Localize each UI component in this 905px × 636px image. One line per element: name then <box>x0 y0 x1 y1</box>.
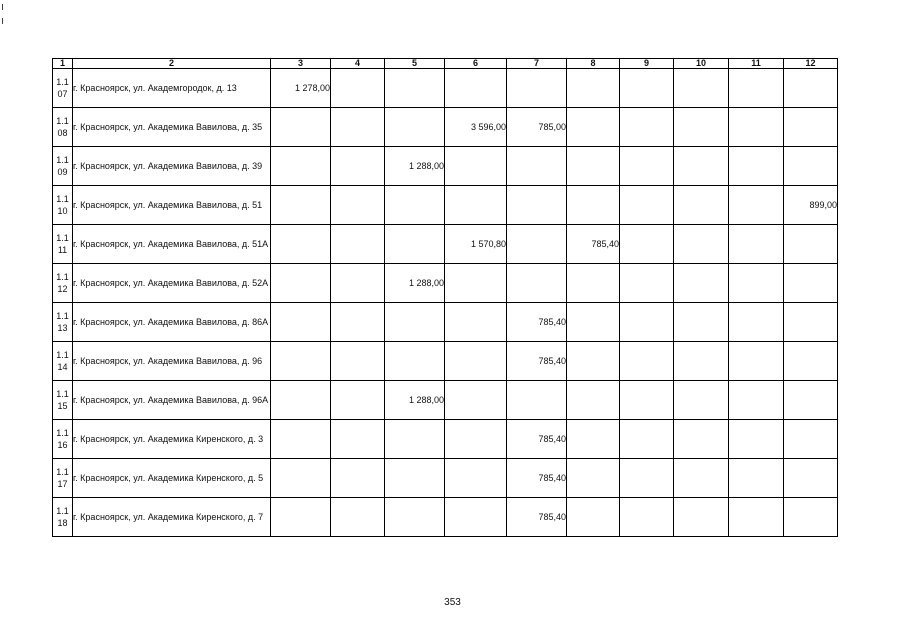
value-cell-col-10 <box>674 147 729 186</box>
table-row <box>53 108 838 147</box>
address-cell: г. Красноярск, ул. Академгородок, д. 13 <box>73 69 271 108</box>
value-cell-col-7 <box>507 147 567 186</box>
value-cell-col-7 <box>507 186 567 225</box>
value-cell-col-9 <box>620 420 674 459</box>
value-cell-col-12 <box>784 498 838 537</box>
table-row <box>53 186 838 225</box>
value-cell-col-5: 1 288,00 <box>385 381 445 420</box>
value-cell-col-9 <box>620 264 674 303</box>
value-cell-col-8 <box>567 186 620 225</box>
value-cell-col-6 <box>445 303 507 342</box>
column-header-4: 4 <box>331 59 385 69</box>
value-cell-col-9 <box>620 186 674 225</box>
row-number-cell: 1.1 12 <box>53 264 73 303</box>
value-cell-col-8 <box>567 303 620 342</box>
value-cell-col-5 <box>385 459 445 498</box>
value-cell-col-5 <box>385 498 445 537</box>
column-header-11: 11 <box>729 59 784 69</box>
row-number-cell: 1.1 09 <box>53 147 73 186</box>
value-cell-col-9 <box>620 498 674 537</box>
column-header-2: 2 <box>73 59 271 69</box>
value-cell-col-8 <box>567 108 620 147</box>
value-cell-col-3 <box>271 381 331 420</box>
value-cell-col-7 <box>507 69 567 108</box>
value-cell-col-6 <box>445 186 507 225</box>
value-cell-col-8 <box>567 264 620 303</box>
row-number-cell: 1.1 18 <box>53 498 73 537</box>
value-cell-col-11 <box>729 498 784 537</box>
column-header-10: 10 <box>674 59 729 69</box>
table-header-row <box>53 59 838 69</box>
address-cell: г. Красноярск, ул. Академика Вавилова, д. 51 <box>73 186 271 225</box>
value-cell-col-11 <box>729 459 784 498</box>
column-header-7: 7 <box>507 59 567 69</box>
data-table <box>52 58 838 537</box>
table-body <box>53 69 838 537</box>
value-cell-col-11 <box>729 303 784 342</box>
value-cell-col-12: 899,00 <box>784 186 838 225</box>
value-cell-col-8 <box>567 498 620 537</box>
table-row <box>53 303 838 342</box>
address-cell: г. Красноярск, ул. Академика Киренского, д. 7 <box>73 498 271 537</box>
value-cell-col-5 <box>385 342 445 381</box>
value-cell-col-7 <box>507 225 567 264</box>
table-row <box>53 264 838 303</box>
value-cell-col-9 <box>620 381 674 420</box>
value-cell-col-5 <box>385 225 445 264</box>
value-cell-col-9 <box>620 147 674 186</box>
value-cell-col-12 <box>784 381 838 420</box>
row-number-cell: 1.1 15 <box>53 381 73 420</box>
value-cell-col-3 <box>271 459 331 498</box>
row-number-cell: 1.1 17 <box>53 459 73 498</box>
value-cell-col-10 <box>674 420 729 459</box>
table-row <box>53 225 838 264</box>
column-header-9: 9 <box>620 59 674 69</box>
value-cell-col-3 <box>271 303 331 342</box>
row-number-cell: 1.1 14 <box>53 342 73 381</box>
value-cell-col-6 <box>445 381 507 420</box>
scan-mark <box>2 18 3 24</box>
value-cell-col-10 <box>674 381 729 420</box>
address-cell: г. Красноярск, ул. Академика Вавилова, д. 39 <box>73 147 271 186</box>
scan-mark <box>2 4 3 10</box>
value-cell-col-5 <box>385 186 445 225</box>
value-cell-col-11 <box>729 108 784 147</box>
address-cell: г. Красноярск, ул. Академика Киренского, д. 3 <box>73 420 271 459</box>
value-cell-col-12 <box>784 342 838 381</box>
value-cell-col-3 <box>271 225 331 264</box>
value-cell-col-6 <box>445 420 507 459</box>
row-number-cell: 1.1 10 <box>53 186 73 225</box>
column-header-12: 12 <box>784 59 838 69</box>
table-row <box>53 420 838 459</box>
value-cell-col-12 <box>784 420 838 459</box>
value-cell-col-9 <box>620 225 674 264</box>
value-cell-col-10 <box>674 225 729 264</box>
value-cell-col-7: 785,40 <box>507 303 567 342</box>
value-cell-col-9 <box>620 342 674 381</box>
value-cell-col-3 <box>271 498 331 537</box>
column-header-1: 1 <box>53 59 73 69</box>
value-cell-col-10 <box>674 498 729 537</box>
table-row <box>53 498 838 537</box>
row-number-cell: 1.1 16 <box>53 420 73 459</box>
table-row <box>53 69 838 108</box>
value-cell-col-11 <box>729 69 784 108</box>
value-cell-col-12 <box>784 69 838 108</box>
value-cell-col-7: 785,00 <box>507 108 567 147</box>
value-cell-col-8 <box>567 147 620 186</box>
value-cell-col-9 <box>620 108 674 147</box>
value-cell-col-4 <box>331 225 385 264</box>
value-cell-col-5: 1 288,00 <box>385 264 445 303</box>
value-cell-col-10 <box>674 459 729 498</box>
value-cell-col-4 <box>331 342 385 381</box>
column-header-8: 8 <box>567 59 620 69</box>
table-row <box>53 381 838 420</box>
address-cell: г. Красноярск, ул. Академика Вавилова, д. 51А <box>73 225 271 264</box>
value-cell-col-6 <box>445 459 507 498</box>
value-cell-col-4 <box>331 420 385 459</box>
value-cell-col-3 <box>271 186 331 225</box>
table-row <box>53 147 838 186</box>
value-cell-col-7: 785,40 <box>507 459 567 498</box>
value-cell-col-3 <box>271 420 331 459</box>
value-cell-col-10 <box>674 303 729 342</box>
value-cell-col-7 <box>507 264 567 303</box>
value-cell-col-10 <box>674 186 729 225</box>
value-cell-col-12 <box>784 225 838 264</box>
value-cell-col-4 <box>331 108 385 147</box>
value-cell-col-7: 785,40 <box>507 498 567 537</box>
value-cell-col-8 <box>567 420 620 459</box>
value-cell-col-12 <box>784 264 838 303</box>
value-cell-col-11 <box>729 186 784 225</box>
value-cell-col-4 <box>331 498 385 537</box>
value-cell-col-6: 3 596,00 <box>445 108 507 147</box>
column-header-5: 5 <box>385 59 445 69</box>
value-cell-col-6 <box>445 69 507 108</box>
table-row <box>53 342 838 381</box>
value-cell-col-6: 1 570,80 <box>445 225 507 264</box>
value-cell-col-7 <box>507 381 567 420</box>
value-cell-col-5 <box>385 420 445 459</box>
value-cell-col-10 <box>674 264 729 303</box>
value-cell-col-7: 785,40 <box>507 420 567 459</box>
value-cell-col-11 <box>729 225 784 264</box>
value-cell-col-3 <box>271 264 331 303</box>
address-cell: г. Красноярск, ул. Академика Вавилова, д. 96А <box>73 381 271 420</box>
value-cell-col-5: 1 288,00 <box>385 147 445 186</box>
address-cell: г. Красноярск, ул. Академика Вавилова, д. 96 <box>73 342 271 381</box>
value-cell-col-9 <box>620 303 674 342</box>
value-cell-col-4 <box>331 147 385 186</box>
value-cell-col-8 <box>567 381 620 420</box>
address-cell: г. Красноярск, ул. Академика Киренского, д. 5 <box>73 459 271 498</box>
value-cell-col-12 <box>784 147 838 186</box>
value-cell-col-4 <box>331 381 385 420</box>
value-cell-col-8 <box>567 342 620 381</box>
value-cell-col-11 <box>729 420 784 459</box>
address-cell: г. Красноярск, ул. Академика Вавилова, д. 35 <box>73 108 271 147</box>
value-cell-col-4 <box>331 303 385 342</box>
row-number-cell: 1.1 08 <box>53 108 73 147</box>
value-cell-col-6 <box>445 342 507 381</box>
value-cell-col-8 <box>567 69 620 108</box>
value-cell-col-6 <box>445 264 507 303</box>
value-cell-col-9 <box>620 69 674 108</box>
row-number-cell: 1.1 13 <box>53 303 73 342</box>
value-cell-col-3: 1 278,00 <box>271 69 331 108</box>
column-header-3: 3 <box>271 59 331 69</box>
value-cell-col-11 <box>729 147 784 186</box>
value-cell-col-8: 785,40 <box>567 225 620 264</box>
value-cell-col-4 <box>331 186 385 225</box>
value-cell-col-7: 785,40 <box>507 342 567 381</box>
value-cell-col-10 <box>674 108 729 147</box>
value-cell-col-3 <box>271 342 331 381</box>
value-cell-col-3 <box>271 147 331 186</box>
value-cell-col-5 <box>385 69 445 108</box>
address-cell: г. Красноярск, ул. Академика Вавилова, д. 86А <box>73 303 271 342</box>
address-cell: г. Красноярск, ул. Академика Вавилова, д. 52А <box>73 264 271 303</box>
value-cell-col-4 <box>331 264 385 303</box>
row-number-cell: 1.1 11 <box>53 225 73 264</box>
value-cell-col-12 <box>784 108 838 147</box>
value-cell-col-3 <box>271 108 331 147</box>
value-cell-col-8 <box>567 459 620 498</box>
column-header-6: 6 <box>445 59 507 69</box>
value-cell-col-11 <box>729 264 784 303</box>
value-cell-col-10 <box>674 342 729 381</box>
value-cell-col-6 <box>445 147 507 186</box>
value-cell-col-11 <box>729 381 784 420</box>
value-cell-col-12 <box>784 459 838 498</box>
row-number-cell: 1.1 07 <box>53 69 73 108</box>
value-cell-col-5 <box>385 108 445 147</box>
value-cell-col-11 <box>729 342 784 381</box>
value-cell-col-4 <box>331 459 385 498</box>
value-cell-col-10 <box>674 69 729 108</box>
value-cell-col-4 <box>331 69 385 108</box>
value-cell-col-9 <box>620 459 674 498</box>
value-cell-col-5 <box>385 303 445 342</box>
value-cell-col-6 <box>445 498 507 537</box>
table-row <box>53 459 838 498</box>
page-number: 353 <box>444 597 461 608</box>
value-cell-col-12 <box>784 303 838 342</box>
